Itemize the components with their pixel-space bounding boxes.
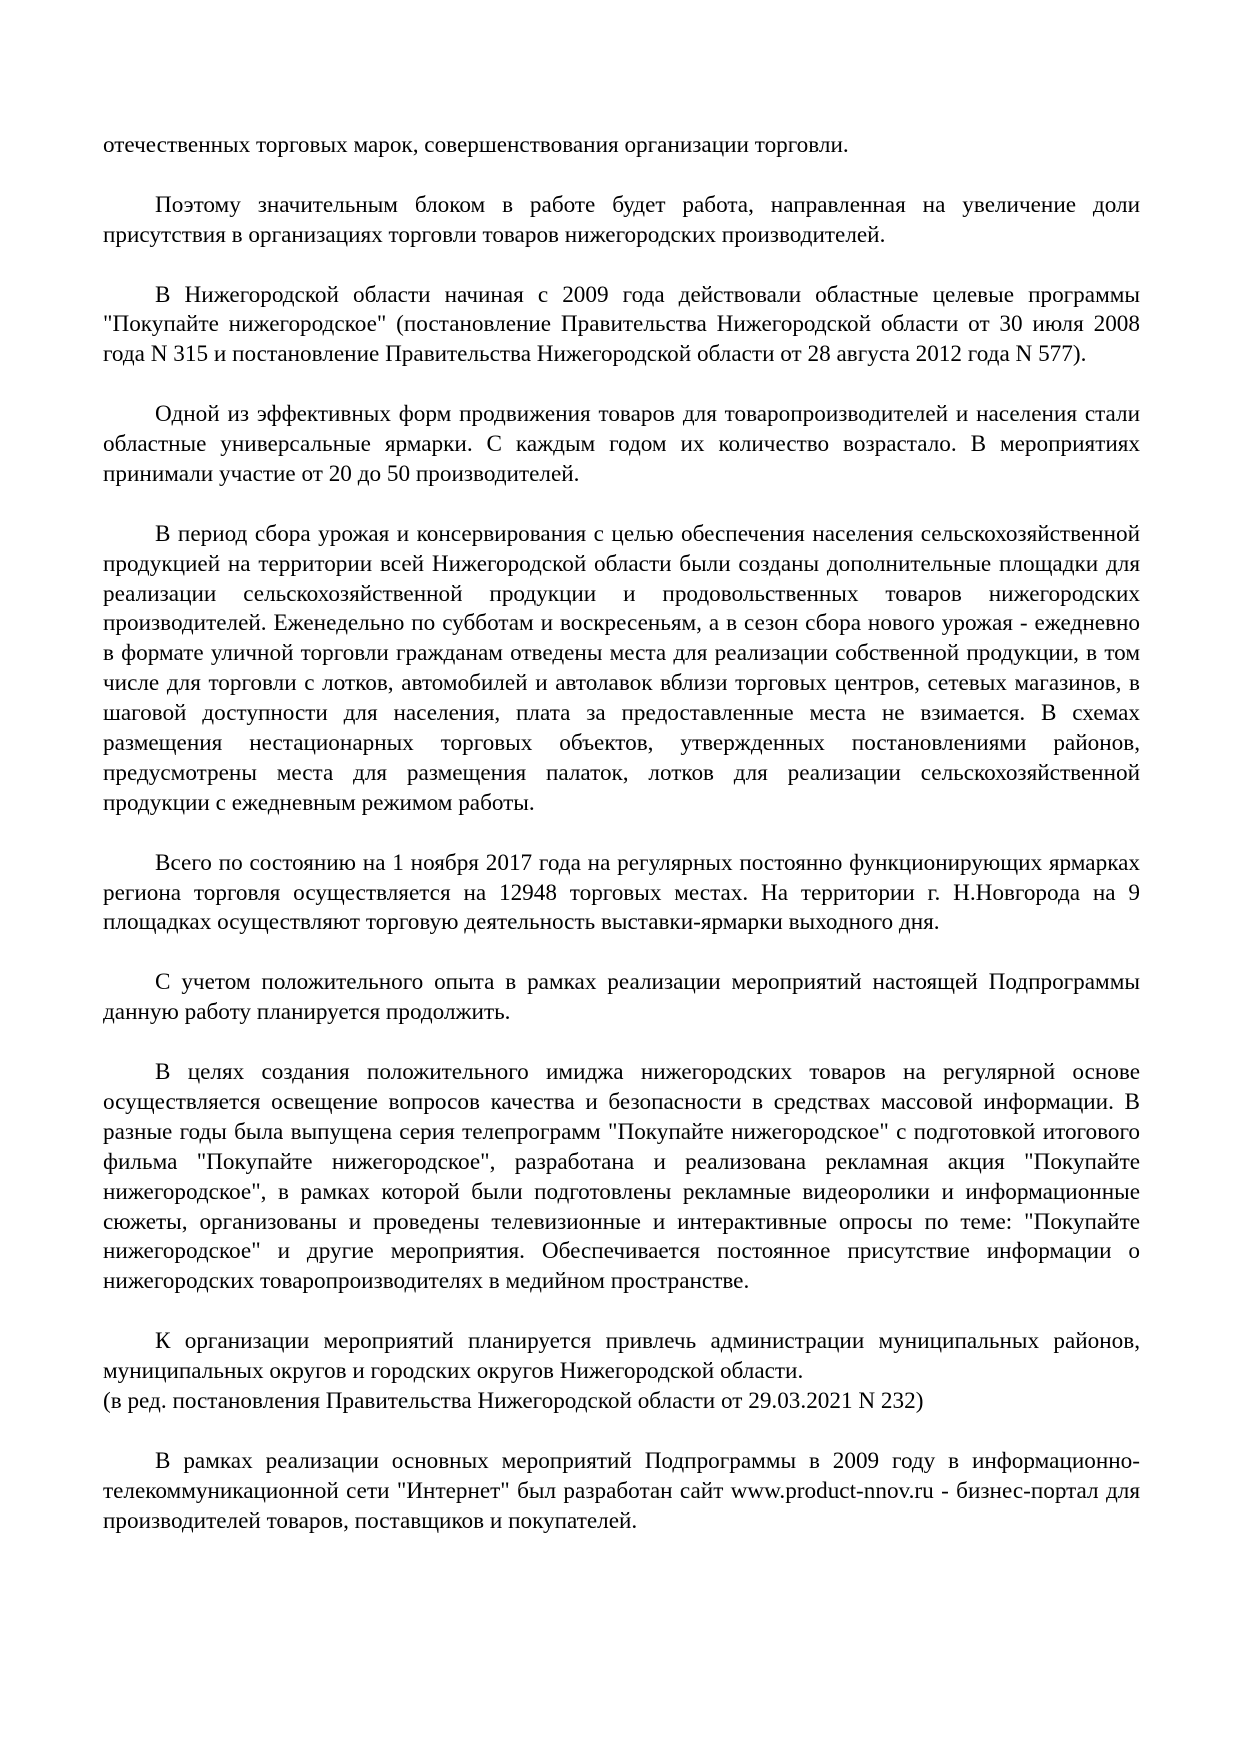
paragraph-spacer bbox=[103, 1028, 1140, 1058]
paragraph: Одной из эффективных форм продвижения товаров для товаропроизводителей и населения стали областные универсальные ярмарки. С каждым годом их количество возрастало. В мероприятиях принимали участие от 20 до 50 производителей. bbox=[103, 401, 1140, 487]
paragraph: В рамках реализации основных мероприятий Подпрограммы в 2009 году в информационно-телекоммуникационной сети "Интернет" был разработан сайт www.product-nnov.ru - бизнес-портал для производителей товаров, поставщиков и покупателей. bbox=[103, 1447, 1140, 1534]
paragraph: С учетом положительного опыта в рамках реализации мероприятий настоящей Подпрограммы данную работу планируется продолжить. bbox=[103, 969, 1140, 1026]
paragraph-spacer bbox=[103, 1297, 1140, 1327]
paragraph: В целях создания положительного имиджа нижегородских товаров на регулярной основе осуществляется освещение вопросов качества и безопасности в средствах массовой информации. В разные годы была выпущена серия телепрограмм "Покупайте нижегородское" с подготовкой итогового фильма "Покупайте нижегородское", разработана и реализована рекламная акция "Покупайте нижегородское", в рамках которой были подготовлены рекламные видеоролики и информационные сюжеты, организованы и проведены телевизионные и интерактивные опросы по теме: "Покупайте нижегородское" и другие мероприятия. Обеспечивается постоянное присутствие информации о нижегородских товаропроизводителях в медийном пространстве. bbox=[103, 1058, 1140, 1295]
paragraph-spacer bbox=[103, 819, 1140, 849]
paragraph-spacer bbox=[103, 251, 1140, 281]
amendment-note: (в ред. постановления Правительства Нижегородской области от 29.03.2021 N 232) bbox=[103, 1387, 924, 1414]
paragraph-continuation: отечественных торговых марок, совершенствования организации торговли. bbox=[103, 132, 849, 158]
document-text-body bbox=[103, 131, 1140, 1536]
paragraph-spacer bbox=[103, 1417, 1140, 1447]
paragraph: В период сбора урожая и консервирования с целью обеспечения населения сельскохозяйственной продукцией на территории всей Нижегородской области были созданы дополнительные площадки для реализации сельскохозяйственной продукции и продовольственных товаров нижегородских производителей. Еженедельно по субботам и воскресеньям, а в сезон сбора нового урожая - ежедневно в формате уличной торговли гражданам отведены места для реализации собственной продукции, в том числе для торговли с лотков, автомобилей и автолавок вблизи торговых центров, сетевых магазинов, в шаговой доступности для населения, плата за предоставленные места не взимается. В схемах размещения нестационарных торговых объектов, утвержденных постановлениями районов, предусмотрены места для размещения палаток, лотков для реализации сельскохозяйственной продукции с ежедневным режимом работы. bbox=[103, 520, 1140, 816]
paragraph: Поэтому значительным блоком в работе будет работа, направленная на увеличение доли присутствия в организациях торговли товаров нижегородских производителей. bbox=[103, 191, 1140, 248]
paragraph: В Нижегородской области начиная с 2009 года действовали областные целевые программы "Покупайте нижегородское" (постановление Правительства Нижегородской области от 30 июля 2008 года N 315 и постановление Правительства Нижегородской области от 28 августа 2012 года N 577). bbox=[103, 281, 1140, 368]
paragraph: Всего по состоянию на 1 ноября 2017 года на регулярных постоянно функционирующих ярмарках региона торговля осуществляется на 12948 торговых местах. На территории г. Н.Новгорода на 9 площадках осуществляют торговую деятельность выставки-ярмарки выходного дня. bbox=[103, 849, 1140, 936]
paragraph-spacer bbox=[103, 490, 1140, 520]
paragraph: К организации мероприятий планируется привлечь администрации муниципальных районов, муниципальных округов и городских округов Нижегородской области. bbox=[103, 1328, 1140, 1385]
paragraph-spacer bbox=[103, 161, 1140, 191]
paragraph-spacer bbox=[103, 938, 1140, 968]
paragraph-spacer bbox=[103, 370, 1140, 400]
